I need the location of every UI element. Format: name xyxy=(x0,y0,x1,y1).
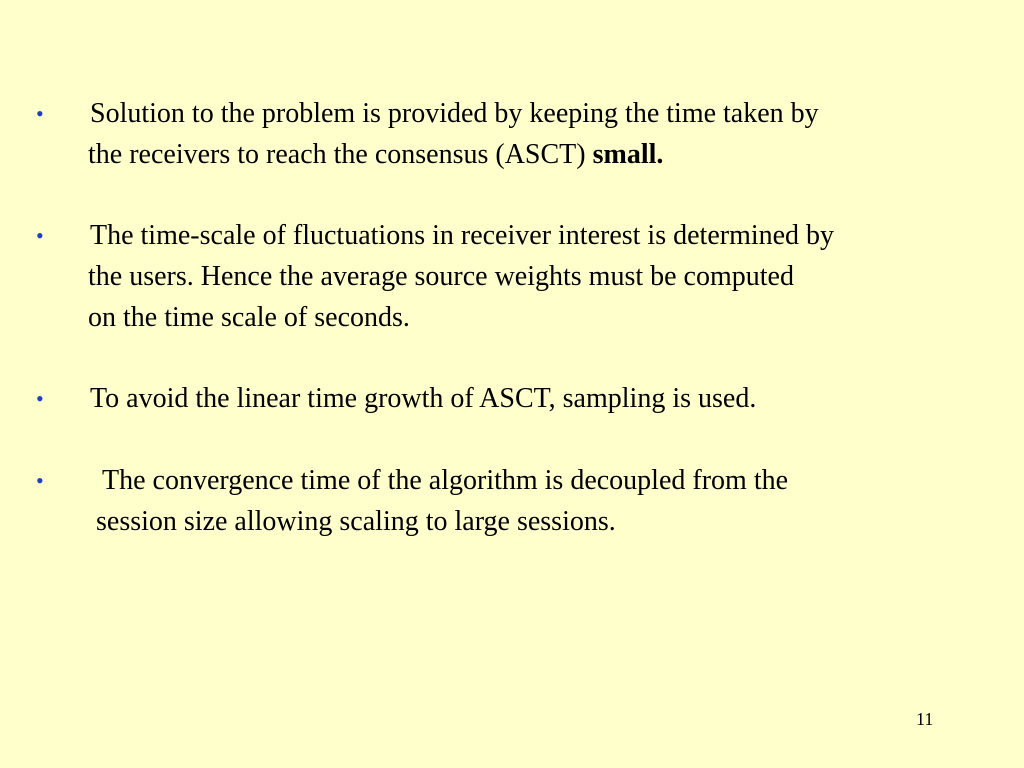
bullet-text-line: Solution to the problem is provided by keeping the time taken by xyxy=(90,98,819,129)
bullet-text-line: the receivers to reach the consensus (ASCT) small. xyxy=(88,139,664,170)
bullet-text-line: on the time scale of seconds. xyxy=(88,302,410,333)
bullet-text-line: the users. Hence the average source weights must be computed xyxy=(88,261,794,292)
bullet-text-line: The convergence time of the algorithm is decoupled from the xyxy=(102,465,789,496)
bullet-icon: • xyxy=(36,223,44,248)
bullet-icon: • xyxy=(36,101,44,126)
bold-emphasis: small. xyxy=(592,139,664,170)
bullet-text-line: The time-scale of fluctuations in receiver interest is determined by xyxy=(90,220,835,251)
page-number: 11 xyxy=(916,709,934,729)
bullet-text-line: session size allowing scaling to large sessions. xyxy=(96,506,616,537)
bullet-icon: • xyxy=(36,386,44,411)
bullet-text-line: To avoid the linear time growth of ASCT, sampling is used. xyxy=(90,383,757,414)
bullet-icon: • xyxy=(36,468,44,493)
